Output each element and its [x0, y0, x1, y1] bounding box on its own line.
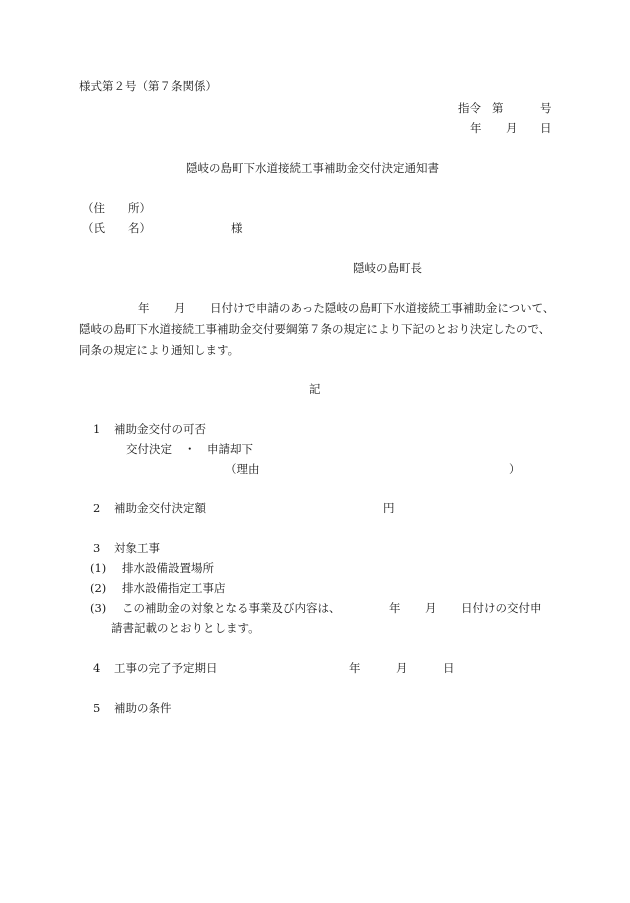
- item3-sub3-text-b: 日付けの交付申: [461, 601, 542, 615]
- item3-sub3-year: 年: [389, 601, 401, 615]
- body-line1: 日付けで申請のあった隠岐の島町下水道接続工事補助金について、: [210, 301, 555, 315]
- item4-number: 4: [93, 661, 101, 675]
- body-line3: 同条の規定により通知します。: [79, 343, 240, 357]
- body-year: 年: [138, 301, 150, 315]
- issuer-mayor: 隠岐の島町長: [353, 261, 422, 275]
- item3-sub3-text-a: この補助金の対象となる事業及び内容は、: [122, 601, 341, 615]
- item1-reason-open: （理由: [225, 462, 260, 476]
- item4-year: 年: [349, 661, 361, 675]
- name-label: （氏 名）: [82, 221, 151, 235]
- directive-dai: 第: [492, 101, 504, 115]
- item2-number: 2: [93, 501, 101, 515]
- date-month: 月: [506, 121, 518, 135]
- item2-heading: 補助金交付決定額: [114, 501, 206, 515]
- item1-option-separator: ・: [184, 442, 196, 456]
- item3-sub2-text: 排水設備指定工事店: [122, 581, 226, 595]
- item3-sub2-number: (2): [90, 581, 107, 595]
- item3-sub3-month: 月: [425, 601, 437, 615]
- item3-sub1-number: (1): [90, 561, 107, 575]
- item3-sub1-text: 排水設備設置場所: [122, 561, 214, 575]
- item1-heading: 補助金交付の可否: [114, 422, 206, 436]
- item1-number: 1: [93, 422, 101, 436]
- address-label: （住 所）: [82, 201, 151, 215]
- honorific-sama: 様: [231, 221, 243, 235]
- item4-day: 日: [443, 661, 455, 675]
- document-title: 隠岐の島町下水道接続工事補助金交付決定通知書: [186, 161, 439, 175]
- item1-option-reject: 申請却下: [207, 442, 253, 456]
- item3-number: 3: [93, 541, 101, 555]
- item3-sub3-text-c: 請書記載のとおりとします。: [111, 621, 260, 635]
- body-line2: 隠岐の島町下水道接続工事補助金交付要綱第７条の規定により下記のとおり決定したので、: [79, 322, 551, 336]
- item5-number: 5: [93, 701, 101, 715]
- item3-sub3-number: (3): [90, 601, 107, 615]
- body-month: 月: [174, 301, 186, 315]
- ki-heading: 記: [309, 382, 321, 396]
- item4-heading: 工事の完了予定期日: [114, 661, 218, 675]
- item5-heading: 補助の条件: [114, 701, 172, 715]
- item1-option-approve: 交付決定: [126, 442, 172, 456]
- directive-go: 号: [540, 101, 552, 115]
- item3-heading: 対象工事: [114, 541, 160, 555]
- directive-label: 指令: [458, 101, 481, 115]
- item4-month: 月: [396, 661, 408, 675]
- item2-unit-yen: 円: [383, 501, 395, 515]
- date-year: 年: [470, 121, 482, 135]
- date-day: 日: [540, 121, 552, 135]
- form-number: 様式第２号（第７条関係）: [79, 79, 217, 93]
- item1-reason-close: ）: [509, 462, 521, 476]
